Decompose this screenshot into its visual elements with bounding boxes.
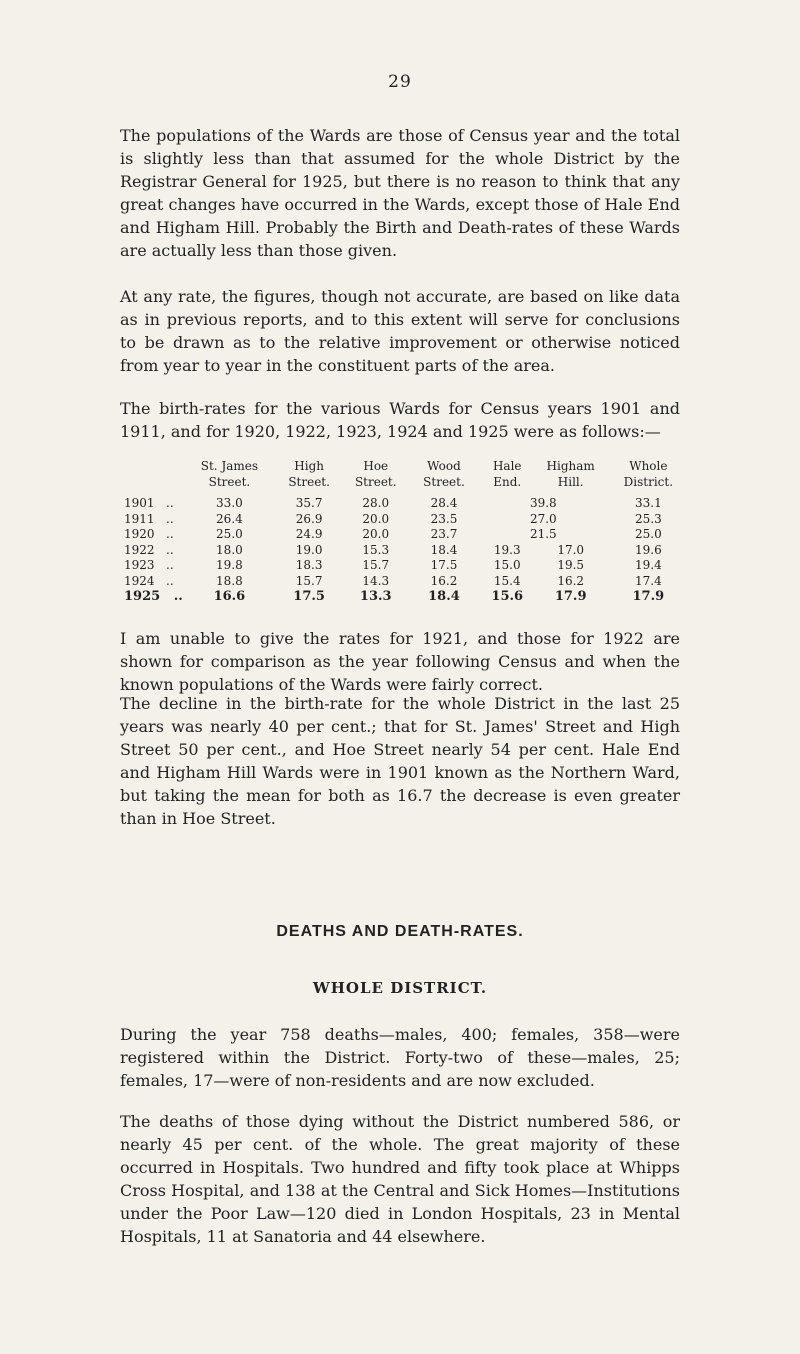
table-cell: 17.9: [554, 589, 587, 604]
paragraph-birth-rates-intro: The birth-rates for the various Wards for Census years 1901 and 1911, and for 1920, 1922, 1923, 1924 and 1925 were as follows:—: [120, 399, 680, 441]
table-cell: 20.0: [362, 527, 390, 541]
header-whole-district: Whole District.: [623, 459, 674, 489]
table-cell: 25.0: [216, 527, 243, 541]
header-higham-hill: Higham Hill.: [546, 459, 595, 489]
table-cell: 15.7: [362, 558, 390, 572]
table-row-1923: [120, 558, 690, 574]
section-subheading: WHOLE DISTRICT.: [312, 979, 488, 997]
table-cell-whole: 19.6: [635, 542, 662, 557]
header-st-james-street: St. James Street.: [200, 459, 259, 489]
row-year: 1925: [124, 589, 161, 604]
table-cell-whole: 25.3: [635, 511, 662, 526]
table-cell: 18.3: [295, 558, 323, 572]
row-leader-dots: ..: [166, 558, 174, 572]
table-cell: 15.6: [491, 589, 524, 604]
paragraph-unable-1921: I am unable to give the rates for 1921, and those for 1922 are shown for comparison as the year following Census and when the known populations of the Wards were fairly correct.: [120, 629, 680, 694]
row-leader-dots: ..: [173, 589, 183, 604]
table-cell: 15.0: [493, 558, 521, 572]
table-cell: 19.8: [216, 558, 243, 572]
birth-rates-table: [120, 458, 690, 605]
table-cell: 14.3: [362, 573, 390, 588]
table-cell: 16.6: [213, 589, 246, 604]
row-year: 1924: [124, 573, 155, 588]
header-wood-street: Wood Street.: [423, 459, 465, 489]
table-cell-merged: 21.5: [529, 527, 557, 541]
table-cell: 19.3: [493, 542, 521, 557]
table-cell: 23.7: [430, 527, 458, 541]
table-cell: 17.0: [557, 542, 585, 557]
table-row-1920: [120, 527, 690, 543]
header-blank: [120, 458, 184, 496]
table-cell: 33.0: [216, 496, 243, 510]
page-number: 29: [388, 72, 412, 92]
table-cell: 19.0: [295, 542, 323, 557]
table-row-1901: [120, 496, 690, 512]
table-cell-merged: 27.0: [529, 511, 557, 526]
table-cell: 18.0: [216, 542, 243, 557]
paragraph-decline: The decline in the birth-rate for the whole District in the last 25 years was nearly 40 per cent.; that for St. James' Street and High Street 50 per cent., and Hoe Street nearly 54 per cent. Hale End and Higham Hill Wards were in 1901 known as the Northern Ward, but taking the mean for both as 16.7 the decrease is even greater than in Hoe Street.: [120, 694, 680, 828]
table-cell: 15.4: [493, 573, 521, 588]
paragraph-deaths-outside: The deaths of those dying without the District numbered 586, or nearly 45 per cent. of the whole. The great majority of these occurred in Hospitals. Two hundred and fifty took place at Whipps Cross Hospital, and 138 at the Central and Sick Homes—Institutions under the Poor Law—120 died in London Hospitals, 23 in Mental Hospitals, 11 at Sanatoria and 44 elsewhere.: [120, 1112, 680, 1246]
paragraph-deaths-registered: During the year 758 deaths—males, 400; females, 358—were registered within the District. Forty-two of these—males, 25; females, 17—were of non-residents and are now excluded.: [120, 1025, 680, 1090]
table-cell: 26.9: [295, 511, 323, 526]
table-cell-whole: 19.4: [635, 558, 662, 572]
table-cell: 35.7: [295, 496, 323, 510]
table-row-1924: [120, 574, 690, 590]
table-cell: 28.0: [362, 496, 390, 510]
table-cell: 13.3: [359, 589, 392, 604]
row-year: 1901: [124, 496, 155, 510]
table-cell: 24.9: [295, 527, 323, 541]
table-cell-merged: 39.8: [529, 496, 557, 510]
table-cell: 16.2: [557, 573, 585, 588]
table-cell: 17.5: [293, 589, 325, 604]
section-heading: DEATHS AND DEATH-RATES.: [276, 923, 524, 940]
table-cell: 17.5: [430, 558, 458, 572]
row-year: 1911: [124, 511, 155, 526]
header-hoe-street: Hoe Street.: [354, 459, 397, 489]
row-year: 1920: [124, 527, 155, 541]
row-leader-dots: ..: [166, 511, 174, 526]
table-cell-whole: 17.4: [635, 573, 662, 588]
table-cell: 15.3: [362, 542, 390, 557]
table-row-1922: [120, 543, 690, 559]
table-cell: 18.4: [428, 589, 460, 604]
table-cell-whole: 17.9: [632, 589, 665, 604]
table-cell: 20.0: [362, 511, 390, 526]
row-year: 1923: [124, 558, 155, 572]
table-cell: 16.2: [430, 573, 458, 588]
header-high-street: High Street.: [288, 459, 330, 489]
table-cell-whole: 33.1: [635, 496, 662, 510]
table-cell: 28.4: [430, 496, 458, 510]
row-leader-dots: ..: [166, 527, 174, 541]
table-cell: 18.8: [216, 573, 243, 588]
table-row-1925: [120, 589, 690, 605]
table-cell: 15.7: [295, 573, 323, 588]
paragraph-any-rate: At any rate, the figures, though not accurate, are based on like data as in previous reports, and to this extent will serve for conclusions to be drawn as to the relative improvement or otherwise noticed from year to year in the constituent parts of the area.: [120, 287, 680, 375]
table-cell: 18.4: [430, 542, 458, 557]
row-leader-dots: ..: [166, 496, 174, 510]
row-leader-dots: ..: [166, 542, 174, 557]
paragraph-populations: The populations of the Wards are those of Census year and the total is slightly less than that assumed for the whole District by the Registrar General for 1925, but there is no reason to think that any great changes have occurred in the Wards, except those of Hale End and Higham Hill. Probably the Birth and Death-rates of these Wards are actually less than those given.: [120, 126, 680, 260]
table-cell: 23.5: [430, 511, 458, 526]
row-year: 1922: [124, 542, 155, 557]
header-hale-end: Hale End.: [492, 459, 522, 489]
table-cell: 19.5: [557, 558, 585, 572]
table-cell-whole: 25.0: [635, 527, 662, 541]
table-row-1911: [120, 512, 690, 528]
table-header-row: [120, 458, 690, 496]
table-cell: 26.4: [216, 511, 243, 526]
row-leader-dots: ..: [166, 573, 174, 588]
